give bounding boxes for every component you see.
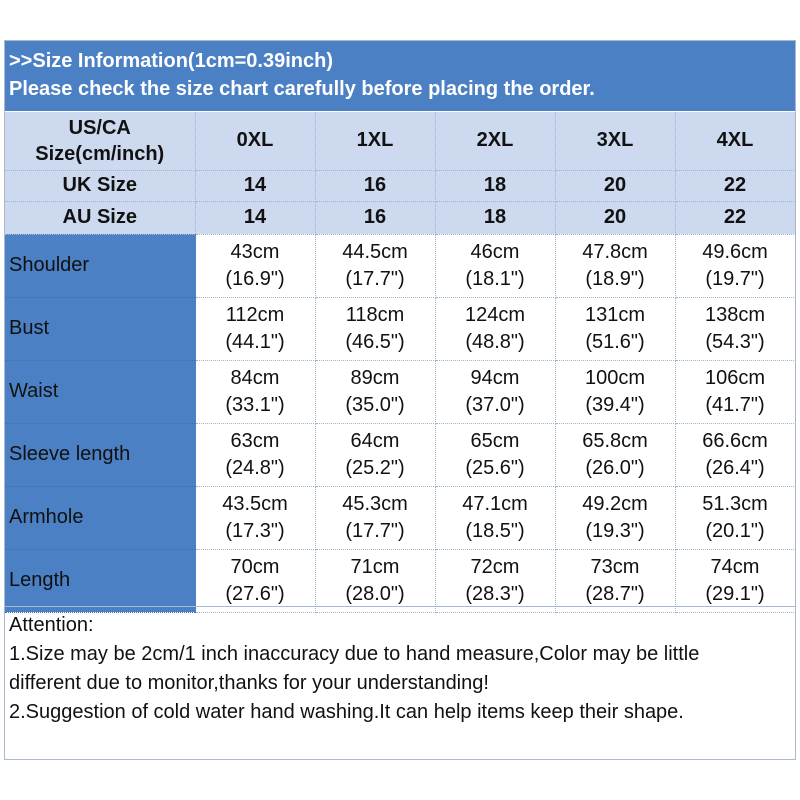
measure-cell bbox=[555, 423, 675, 486]
header-row-us bbox=[5, 112, 795, 170]
cm-value: 64cm bbox=[350, 429, 400, 452]
au-size: 16 bbox=[315, 201, 435, 234]
cm-value: 100cm bbox=[584, 366, 646, 389]
measure-cell bbox=[555, 486, 675, 549]
measure-label: Waist bbox=[5, 360, 195, 423]
measure-cell bbox=[555, 360, 675, 423]
attention-title: Attention: bbox=[9, 614, 94, 636]
cm-value: 51.3cm bbox=[702, 492, 768, 515]
banner-subtitle: Please check the size chart carefully before placing the order. bbox=[9, 78, 595, 100]
table-row bbox=[5, 486, 795, 549]
measure-cell bbox=[435, 549, 555, 612]
measure-cell bbox=[675, 297, 795, 360]
table-row bbox=[5, 234, 795, 297]
inch-value: (25.6") bbox=[465, 456, 525, 479]
inch-value: (17.3") bbox=[225, 519, 285, 542]
measure-label: Bust bbox=[5, 297, 195, 360]
inch-value: (19.7") bbox=[705, 267, 765, 290]
measure-cell bbox=[435, 423, 555, 486]
cm-value: 65.8cm bbox=[582, 429, 648, 452]
cm-value: 74cm bbox=[710, 555, 760, 578]
inch-value: (37.0") bbox=[465, 393, 525, 416]
cm-value: 89cm bbox=[350, 366, 400, 389]
inch-value: (19.3") bbox=[585, 519, 645, 542]
inch-value: (18.9") bbox=[585, 267, 645, 290]
size-4xl: 4XL bbox=[675, 112, 795, 170]
cm-value: 138cm bbox=[704, 303, 766, 326]
cm-value: 49.6cm bbox=[702, 240, 768, 263]
cm-value: 106cm bbox=[704, 366, 766, 389]
measure-cell bbox=[555, 549, 675, 612]
cm-value: 63cm bbox=[230, 429, 280, 452]
measure-cell bbox=[435, 360, 555, 423]
inch-value: (28.7") bbox=[585, 582, 645, 605]
inch-value: (28.3") bbox=[465, 582, 525, 605]
measure-cell bbox=[675, 234, 795, 297]
attention-line-1: 1.Size may be 2cm/1 inch inaccuracy due to hand measure,Color may be little bbox=[9, 643, 700, 665]
measure-cell bbox=[315, 234, 435, 297]
measure-cell bbox=[675, 486, 795, 549]
inch-value: (16.9") bbox=[225, 267, 285, 290]
inch-value: (25.2") bbox=[345, 456, 405, 479]
inch-value: (39.4") bbox=[585, 393, 645, 416]
table-row bbox=[5, 423, 795, 486]
cm-value: 49.2cm bbox=[582, 492, 648, 515]
measure-cell bbox=[315, 297, 435, 360]
measure-cell bbox=[195, 486, 315, 549]
inch-value: (26.4") bbox=[705, 456, 765, 479]
inch-value: (46.5") bbox=[345, 330, 405, 353]
cm-value: 66.6cm bbox=[702, 429, 768, 452]
inch-value: (20.1") bbox=[705, 519, 765, 542]
cm-value: 43cm bbox=[230, 240, 280, 263]
cm-value: 65cm bbox=[470, 429, 520, 452]
cm-value: 47.8cm bbox=[582, 240, 648, 263]
measure-cell bbox=[315, 549, 435, 612]
au-size: 20 bbox=[555, 201, 675, 234]
inch-value: (44.1") bbox=[225, 330, 285, 353]
inch-value: (17.7") bbox=[345, 519, 405, 542]
inch-value: (18.1") bbox=[465, 267, 525, 290]
size-0xl: 0XL bbox=[195, 112, 315, 170]
attention-line-3: 2.Suggestion of cold water hand washing.It can help items keep their shape. bbox=[9, 701, 684, 723]
inch-value: (51.6") bbox=[585, 330, 645, 353]
inch-value: (24.8") bbox=[225, 456, 285, 479]
measure-label: Sleeve length bbox=[5, 423, 195, 486]
measure-label: Armhole bbox=[5, 486, 195, 549]
uk-size: 20 bbox=[555, 170, 675, 201]
cm-value: 71cm bbox=[350, 555, 400, 578]
cm-value: 70cm bbox=[230, 555, 280, 578]
measure-cell bbox=[195, 423, 315, 486]
inch-value: (26.0") bbox=[585, 456, 645, 479]
measure-cell bbox=[315, 423, 435, 486]
inch-value: (27.6") bbox=[225, 582, 285, 605]
measure-label: Length bbox=[5, 549, 195, 612]
size-table bbox=[5, 112, 796, 613]
cm-value: 46cm bbox=[470, 240, 520, 263]
inch-value: (48.8") bbox=[465, 330, 525, 353]
measure-cell bbox=[435, 234, 555, 297]
size-info-banner bbox=[5, 41, 795, 111]
au-size: 18 bbox=[435, 201, 555, 234]
attention-note bbox=[5, 606, 795, 727]
cm-value: 112cm bbox=[225, 303, 285, 326]
cm-value: 124cm bbox=[464, 303, 526, 326]
cm-value: 84cm bbox=[230, 366, 280, 389]
size-1xl: 1XL bbox=[315, 112, 435, 170]
uk-size: 18 bbox=[435, 170, 555, 201]
cm-value: 45.3cm bbox=[342, 492, 408, 515]
measure-cell bbox=[435, 486, 555, 549]
measure-cell bbox=[195, 549, 315, 612]
cm-value: 118cm bbox=[345, 303, 405, 326]
size-3xl: 3XL bbox=[555, 112, 675, 170]
measure-cell bbox=[555, 234, 675, 297]
inch-value: (35.0") bbox=[345, 393, 405, 416]
measure-cell bbox=[195, 234, 315, 297]
cm-value: 94cm bbox=[470, 366, 520, 389]
inch-value: (28.0") bbox=[345, 582, 405, 605]
uk-size: 14 bbox=[195, 170, 315, 201]
cm-value: 72cm bbox=[470, 555, 520, 578]
cm-value: 47.1cm bbox=[462, 492, 528, 515]
au-size-label: AU Size bbox=[5, 201, 195, 234]
table-row bbox=[5, 297, 795, 360]
cm-value: 44.5cm bbox=[342, 240, 408, 263]
inch-value: (18.5") bbox=[465, 519, 525, 542]
measure-cell bbox=[555, 297, 675, 360]
cm-value: 43.5cm bbox=[222, 492, 288, 515]
measure-cell bbox=[675, 360, 795, 423]
measure-cell bbox=[435, 297, 555, 360]
inch-value: (33.1") bbox=[225, 393, 285, 416]
measure-cell bbox=[195, 360, 315, 423]
measure-cell bbox=[315, 486, 435, 549]
banner-title: >>Size Information(1cm=0.39inch) bbox=[9, 50, 333, 72]
measure-cell bbox=[675, 423, 795, 486]
au-size: 14 bbox=[195, 201, 315, 234]
inch-value: (29.1") bbox=[705, 582, 765, 605]
header-row-au bbox=[5, 201, 795, 234]
attention-line-2: different due to monitor,thanks for your understanding! bbox=[9, 672, 489, 694]
cm-value: 131cm bbox=[584, 303, 646, 326]
uk-size-label: UK Size bbox=[5, 170, 195, 201]
inch-value: (54.3") bbox=[705, 330, 765, 353]
measure-cell bbox=[675, 549, 795, 612]
cm-value: 73cm bbox=[590, 555, 640, 578]
us-size-label: US/CA Size(cm/inch) bbox=[5, 112, 195, 170]
size-chart bbox=[4, 40, 796, 760]
measure-label: Shoulder bbox=[5, 234, 195, 297]
size-2xl: 2XL bbox=[435, 112, 555, 170]
header-row-uk bbox=[5, 170, 795, 201]
inch-value: (17.7") bbox=[345, 267, 405, 290]
uk-size: 22 bbox=[675, 170, 795, 201]
au-size: 22 bbox=[675, 201, 795, 234]
measure-cell bbox=[195, 297, 315, 360]
uk-size: 16 bbox=[315, 170, 435, 201]
measure-cell bbox=[315, 360, 435, 423]
inch-value: (41.7") bbox=[705, 393, 765, 416]
table-row bbox=[5, 360, 795, 423]
table-row bbox=[5, 549, 795, 612]
